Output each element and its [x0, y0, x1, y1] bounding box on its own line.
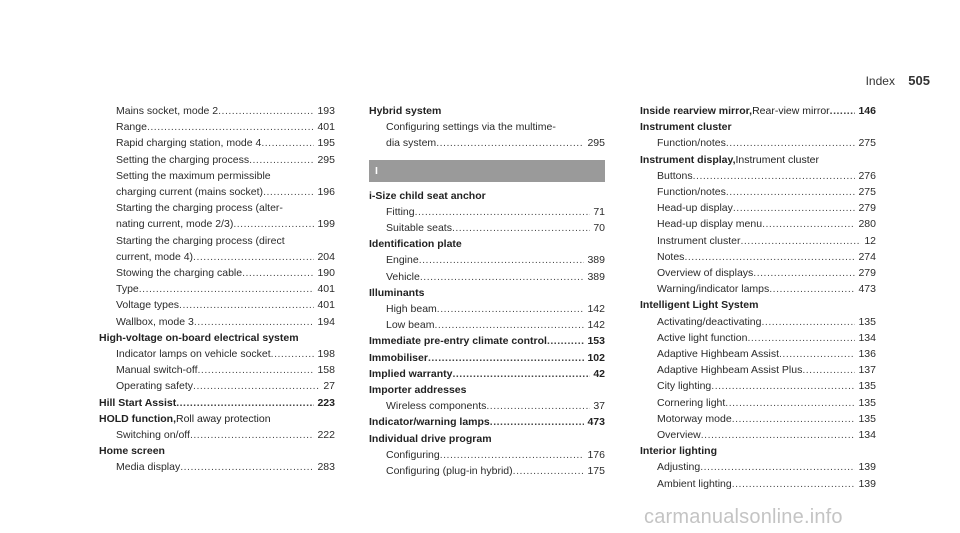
leader-dots [437, 301, 585, 317]
leader-dots [139, 281, 315, 297]
entry-text: nating current, mode 2/3) [116, 218, 234, 231]
page-reference: 135 [858, 315, 876, 328]
leader-dots [176, 395, 314, 411]
letter-header: I [369, 160, 605, 182]
entry-text: Suitable seats [386, 222, 452, 235]
entry-text: i-Size child seat anchor [369, 189, 486, 202]
page-reference: 473 [858, 283, 876, 296]
index-subentry [640, 427, 876, 443]
leader-dots [726, 184, 856, 200]
index-entry [369, 285, 605, 301]
entry-text: Setting the maximum permissible [116, 169, 271, 182]
entry-text: Adaptive Highbeam Assist Plus [657, 364, 803, 377]
entry-text: Fitting [386, 205, 415, 218]
leader-dots [753, 265, 855, 281]
page-reference: 193 [317, 105, 335, 117]
index-entry [640, 103, 876, 119]
index-subentry [369, 252, 605, 268]
entry-text: Overview of displays [657, 267, 754, 280]
page-reference: 71 [593, 205, 605, 218]
page-reference: 279 [858, 267, 876, 280]
index-entry [369, 382, 605, 398]
page-reference: 42 [593, 367, 605, 380]
page-reference: 37 [593, 400, 605, 413]
index-subentry [369, 301, 605, 317]
page-reference: 275 [858, 186, 876, 199]
entry-text: Cornering light [657, 396, 726, 409]
entry-text: Configuring [386, 448, 440, 461]
index-subentry [640, 330, 876, 346]
page-reference: 295 [587, 137, 605, 150]
leader-dots [428, 350, 585, 366]
index-subentry [99, 346, 335, 362]
leader-dots [233, 216, 314, 232]
leader-dots [486, 398, 590, 414]
index-subentry [99, 378, 335, 394]
entry-text: Manual switch-off [116, 364, 198, 377]
index-subentry [640, 265, 876, 281]
index-subentry [99, 168, 335, 184]
index-subentry [640, 249, 876, 265]
index-column-2 [369, 103, 605, 479]
leader-dots [726, 135, 856, 151]
entry-text: Warning/indicator lamps [657, 283, 770, 296]
index-subentry [640, 346, 876, 362]
entry-text: Engine [386, 254, 419, 267]
leader-dots [732, 476, 856, 492]
index-entry [369, 431, 605, 447]
page-reference: 401 [317, 299, 335, 312]
entry-cross-reference: Roll away protection [176, 412, 271, 425]
entry-text: High beam [386, 303, 437, 316]
page-reference: 473 [587, 416, 605, 429]
entry-text: Activating/deactivating [657, 315, 762, 328]
entry-text: current, mode 4) [116, 250, 194, 263]
index-subentry [99, 281, 335, 297]
page-reference: 136 [858, 348, 876, 361]
index-subentry [99, 135, 335, 151]
entry-text: Instrument cluster [640, 121, 732, 134]
page-reference: 401 [317, 121, 335, 134]
index-subentry [99, 184, 335, 200]
entry-text: Head-up display [657, 202, 733, 215]
watermark: carmanualsonline.info [644, 506, 843, 528]
leader-dots [452, 366, 590, 382]
leader-dots [194, 314, 315, 330]
entry-text: charging current (mains socket) [116, 186, 264, 199]
leader-dots [249, 152, 314, 168]
page-reference: 102 [587, 351, 605, 364]
entry-text: Home screen [99, 445, 165, 458]
leader-dots [725, 395, 855, 411]
leader-dots [419, 252, 585, 268]
leader-dots [761, 314, 855, 330]
entry-text: Illuminants [369, 286, 425, 299]
index-subentry [640, 459, 876, 475]
entry-text: Ambient lighting [657, 477, 732, 490]
leader-dots [779, 346, 855, 362]
index-subentry [369, 204, 605, 220]
leader-dots [190, 427, 315, 443]
page-reference: 274 [858, 250, 876, 263]
index-subentry [369, 463, 605, 479]
entry-text: dia system [386, 137, 437, 150]
page-header [866, 73, 930, 88]
index-subentry [99, 314, 335, 330]
index-subentry [99, 103, 335, 119]
page-reference: 135 [858, 396, 876, 409]
index-subentry [640, 184, 876, 200]
page-reference: 153 [587, 335, 605, 348]
entry-text: Setting the charging process [116, 153, 250, 166]
leader-dots [547, 333, 585, 349]
index-subentry [640, 411, 876, 427]
leader-dots [700, 459, 855, 475]
leader-dots [513, 463, 585, 479]
index-entry [369, 188, 605, 204]
entry-text: Active light function [657, 331, 748, 344]
entry-text: Overview [657, 429, 701, 442]
index-subentry [369, 269, 605, 285]
leader-dots [147, 119, 315, 135]
index-entry [640, 443, 876, 459]
entry-text: Type [116, 283, 139, 296]
index-subentry [640, 476, 876, 492]
leader-dots [747, 330, 855, 346]
index-column-1 [99, 103, 335, 476]
page-reference: 222 [317, 429, 335, 442]
entry-text: Importer addresses [369, 384, 467, 397]
index-subentry [99, 459, 335, 475]
page-reference: 176 [587, 448, 605, 461]
index-subentry [369, 220, 605, 236]
index-subentry [640, 362, 876, 378]
page-reference: 283 [317, 461, 335, 474]
entry-text: Indicator lamps on vehicle socket [116, 348, 271, 361]
index-subentry [99, 152, 335, 168]
entry-text: Configuring settings via the multime- [386, 121, 556, 134]
index-subentry [99, 200, 335, 216]
entry-text: Voltage types [116, 299, 180, 312]
entry-text: Motorway mode [657, 412, 732, 425]
leader-dots [693, 168, 856, 184]
index-subentry [99, 216, 335, 232]
entry-text: Rapid charging station, mode 4 [116, 137, 262, 150]
entry-text: HOLD function, [99, 412, 176, 425]
leader-dots [263, 184, 314, 200]
entry-text: Inside rearview mirror, [640, 105, 753, 117]
leader-dots [452, 220, 590, 236]
index-subentry [369, 317, 605, 333]
page-reference: 194 [317, 315, 335, 328]
page-reference: 142 [587, 319, 605, 332]
page-reference: 389 [587, 254, 605, 267]
index-subentry [99, 233, 335, 249]
page-reference: 389 [587, 270, 605, 283]
leader-dots [261, 135, 314, 151]
page-reference: 12 [864, 234, 876, 247]
page-reference: 139 [858, 461, 876, 474]
entry-text: Instrument cluster [657, 234, 741, 247]
leader-dots [434, 317, 584, 333]
entry-text: Intelligent Light System [640, 299, 759, 312]
entry-cross-reference: Rear-view mirror [752, 105, 830, 117]
entry-text: Starting the charging process (direct [116, 234, 285, 247]
index-subentry [640, 395, 876, 411]
page-reference: 190 [317, 267, 335, 280]
entry-text: Implied warranty [369, 367, 453, 380]
leader-dots [436, 135, 584, 151]
entry-text: Indicator/warning lamps [369, 416, 490, 429]
entry-text: Hybrid system [369, 105, 442, 117]
entry-text: Low beam [386, 319, 435, 332]
page-reference: 196 [317, 186, 335, 199]
leader-dots [415, 204, 591, 220]
page-reference: 279 [858, 202, 876, 215]
leader-dots [732, 411, 856, 427]
leader-dots [733, 200, 856, 216]
leader-dots [242, 265, 314, 281]
entry-text: Range [116, 121, 147, 134]
index-entry [369, 350, 605, 366]
entry-text: Buttons [657, 169, 693, 182]
page-reference: 137 [858, 364, 876, 377]
index-column-3 [640, 103, 876, 492]
index-entry [369, 103, 605, 119]
leader-dots [420, 269, 585, 285]
index-subentry [640, 314, 876, 330]
page-reference: 135 [858, 412, 876, 425]
leader-dots [762, 216, 855, 232]
index-subentry [640, 233, 876, 249]
index-entry [369, 414, 605, 430]
entry-text: Instrument display, [640, 153, 736, 166]
entry-text: Stowing the charging cable [116, 267, 243, 280]
entry-text: Switching on/off [116, 429, 190, 442]
page-reference: 70 [593, 222, 605, 235]
page-number: 505 [908, 73, 930, 88]
entry-text: Wireless components [386, 400, 487, 413]
page-reference: 158 [317, 364, 335, 377]
index-entry [640, 152, 876, 168]
page-reference: 276 [858, 169, 876, 182]
page-reference: 401 [317, 283, 335, 296]
entry-text: Adjusting [657, 461, 701, 474]
index-entry [99, 443, 335, 459]
leader-dots [198, 362, 315, 378]
index-subentry [99, 249, 335, 265]
leader-dots [271, 346, 315, 362]
leader-dots [711, 378, 855, 394]
entry-text: Vehicle [386, 270, 420, 283]
leader-dots [180, 459, 314, 475]
leader-dots [684, 249, 855, 265]
page-reference: 146 [858, 105, 876, 117]
index-subentry [369, 119, 605, 135]
page-reference: 223 [317, 396, 335, 409]
section-label: Index [865, 74, 895, 88]
leader-dots [769, 281, 855, 297]
entry-text: Interior lighting [640, 445, 717, 458]
leader-dots [218, 103, 314, 119]
leader-dots [193, 378, 320, 394]
entry-text: Hill Start Assist [99, 396, 177, 409]
index-subentry [369, 135, 605, 151]
leader-dots [193, 249, 314, 265]
entry-text: Operating safety [116, 380, 194, 393]
leader-dots [740, 233, 861, 249]
page-reference: 27 [323, 380, 335, 393]
index-subentry [99, 119, 335, 135]
leader-dots [179, 297, 314, 313]
entry-text: Wallbox, mode 3 [116, 315, 194, 328]
leader-dots [490, 414, 585, 430]
leader-dots [830, 103, 856, 119]
page-reference: 175 [587, 465, 605, 478]
page-reference: 275 [858, 137, 876, 150]
index-entry [369, 366, 605, 382]
page-reference: 198 [317, 348, 335, 361]
entry-text: Individual drive program [369, 432, 492, 445]
page-reference: 204 [317, 250, 335, 263]
leader-dots [802, 362, 855, 378]
index-subentry [99, 362, 335, 378]
page-reference: 139 [858, 477, 876, 490]
index-subentry [640, 200, 876, 216]
index-subentry [99, 427, 335, 443]
entry-text: High-voltage on-board electrical system [99, 331, 299, 344]
index-entry [369, 236, 605, 252]
entry-text: Immobiliser [369, 351, 428, 364]
page-reference: 199 [317, 218, 335, 231]
index-subentry [640, 135, 876, 151]
entry-text: Notes [657, 250, 685, 263]
entry-text: Immediate pre-entry climate control [369, 335, 547, 348]
page-reference: 142 [587, 303, 605, 316]
page-reference: 280 [858, 218, 876, 231]
entry-text: Configuring (plug-in hybrid) [386, 465, 513, 478]
index-subentry [369, 447, 605, 463]
page-reference: 135 [858, 380, 876, 393]
index-subentry [640, 378, 876, 394]
entry-text: Head-up display menu [657, 218, 763, 231]
entry-cross-reference: Instrument cluster [735, 153, 819, 166]
entry-text: Mains socket, mode 2 [116, 105, 219, 117]
index-entry [99, 411, 335, 427]
index-entry [640, 297, 876, 313]
index-subentry [99, 297, 335, 313]
entry-text: Adaptive Highbeam Assist [657, 348, 779, 361]
entry-text: Starting the charging process (alter- [116, 202, 283, 215]
page-reference: 134 [858, 331, 876, 344]
index-entry [99, 330, 335, 346]
leader-dots [440, 447, 585, 463]
index-subentry [640, 281, 876, 297]
entry-text: Function/notes [657, 186, 726, 199]
leader-dots [701, 427, 856, 443]
entry-text: Function/notes [657, 137, 726, 150]
entry-text: Identification plate [369, 238, 462, 251]
index-entry [369, 333, 605, 349]
index-subentry [99, 265, 335, 281]
index-subentry [640, 216, 876, 232]
index-entry [99, 395, 335, 411]
index-entry [640, 119, 876, 135]
index-subentry [369, 398, 605, 414]
entry-text: City lighting [657, 380, 712, 393]
entry-text: Media display [116, 461, 181, 474]
index-subentry [640, 168, 876, 184]
page-reference: 134 [858, 429, 876, 442]
page-reference: 295 [317, 153, 335, 166]
page-reference: 195 [317, 137, 335, 150]
